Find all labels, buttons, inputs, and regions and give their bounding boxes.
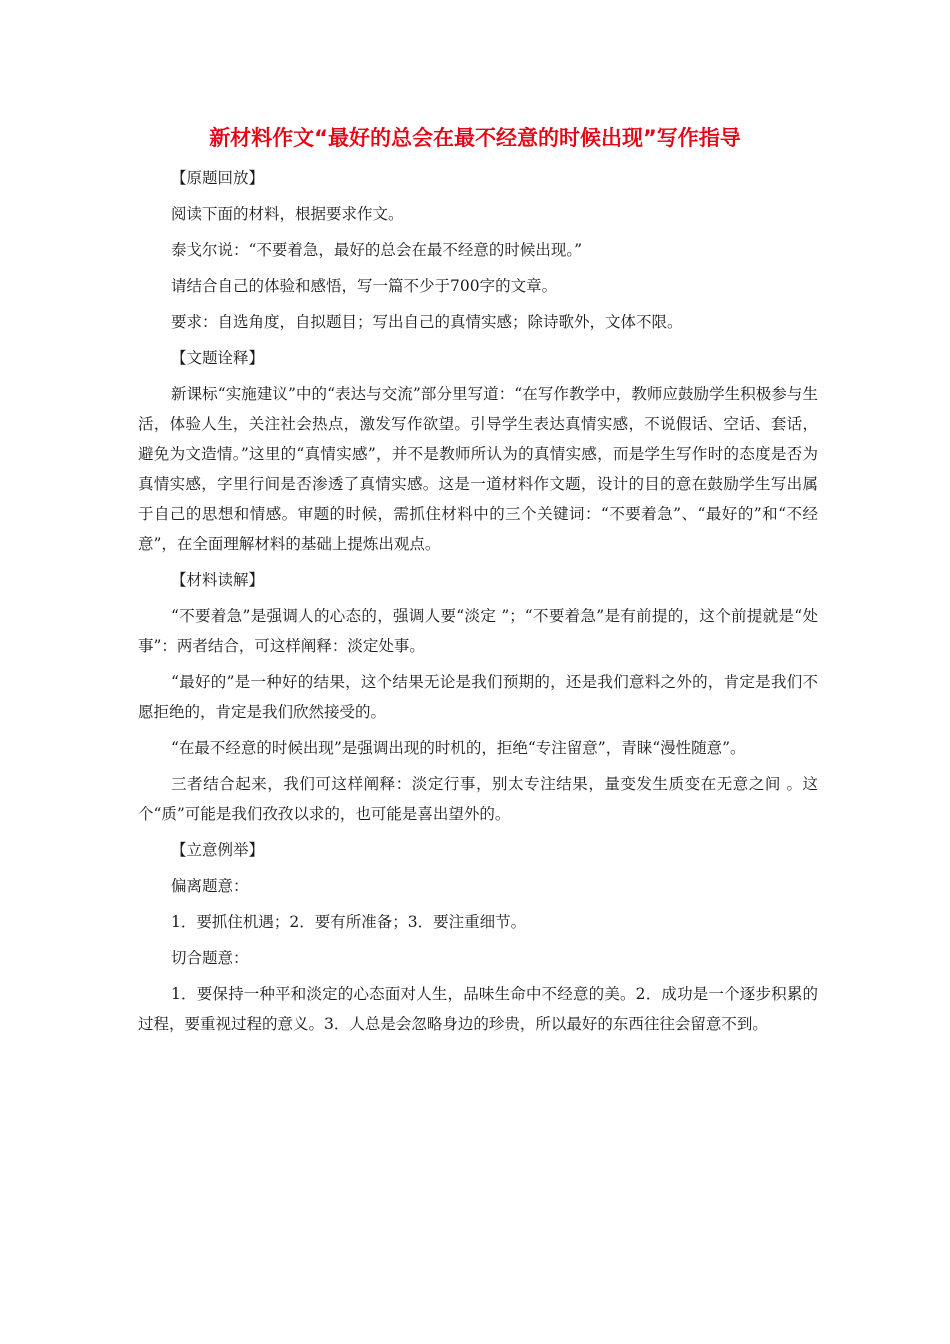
paragraph: 1．要保持一种平和淡定的心态面对人生，品味生命中不经意的美。2．成功是一个逐步积累的过程，要重视过程的意义。3．人总是会忽略身边的珍贵，所以最好的东西往往会留意不到。 — [138, 985, 818, 1033]
paragraph: “不要着急”是强调人的心态的，强调人要“淡定 ”；“不要着急”是有前提的，这个前提就是“处事”：两者结合，可这样阐释：淡定处事。 — [138, 607, 818, 655]
section-heading-material-reading: 【材料读解】 — [171, 571, 265, 589]
document-body — [138, 163, 818, 1045]
paragraph: 新课标“实施建议”中的“表达与交流”部分里写道：“在写作教学中，教师应鼓励学生积极参与生活，体验人生，关注社会热点，激发写作欲望。引导学生表达真情实感，不说假话、空话、套话，避免为文造情。”这里的“真情实感”，并不是教师所认为的真情实感，而是学生写作时的态度是否为真情实感，字里行间是否渗透了真情实感。这是一道材料作文题，设计的目的意在鼓励学生写出属于自己的思想和情感。审题的时候，需抓住材料中的三个关键词：“不要着急”、“最好的”和“不经意”，在全面理解材料的基础上提炼出观点。 — [138, 385, 818, 553]
paragraph: 泰戈尔说：“不要着急，最好的总会在最不经意的时候出现。” — [171, 241, 583, 259]
paragraph: “在最不经意的时候出现”是强调出现的时机的，拒绝“专注留意”，青睐“漫性随意”。 — [171, 739, 746, 757]
paragraph: 三者结合起来，我们可这样阐释：淡定行事，别太专注结果，量变发生质变在无意之间 。这个“质”可能是我们孜孜以求的，也可能是喜出望外的。 — [138, 775, 818, 823]
section-heading-examples: 【立意例举】 — [171, 841, 265, 859]
section-heading-original-question: 【原题回放】 — [171, 169, 265, 187]
paragraph: 1．要抓住机遇；2．要有所准备；3．要注重细节。 — [171, 913, 527, 931]
paragraph: 要求：自选角度，自拟题目；写出自己的真情实感；除诗歌外，文体不限。 — [171, 313, 683, 331]
paragraph: “最好的”是一种好的结果，这个结果无论是我们预期的，还是我们意料之外的，肯定是我们不愿拒绝的，肯定是我们欣然接受的。 — [138, 673, 818, 721]
paragraph: 偏离题意： — [171, 877, 249, 895]
paragraph: 切合题意： — [171, 949, 249, 967]
paragraph: 请结合自己的体验和感悟，写一篇不少于700字的文章。 — [171, 277, 558, 295]
document-title: 新材料作文“最好的总会在最不经意的时候出现”写作指导 — [209, 126, 741, 150]
section-heading-interpretation: 【文题诠释】 — [171, 349, 265, 367]
paragraph: 阅读下面的材料，根据要求作文。 — [171, 205, 404, 223]
